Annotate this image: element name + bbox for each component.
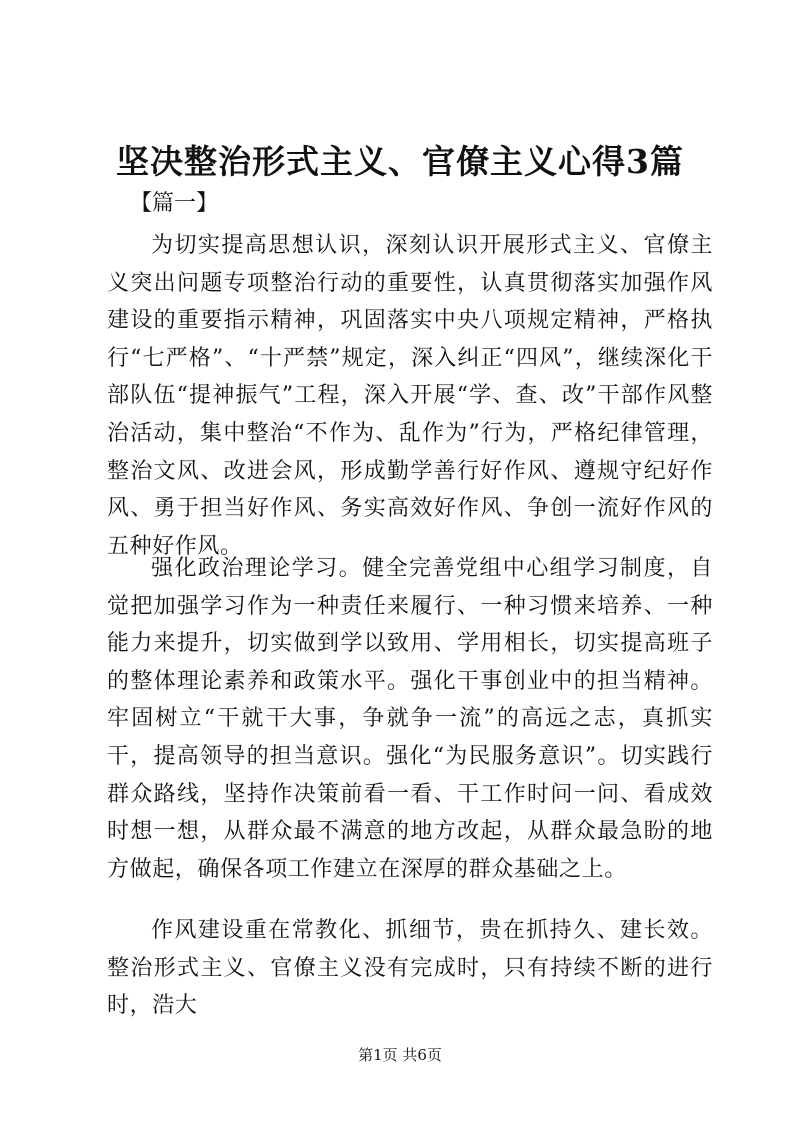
body-paragraph: 强化政治理论学习。健全完善党组中心组学习制度，自觉把加强学习作为一种责任来履行、一种习惯来培养、一种能力来提升，切实做到学以致用、学用相长，切实提高班子的整体理论素养和政策水平。强化干事创业中的担当精神。牢固树立“干就干大事，争就争一流”的高远之志，真抓实干，提高领导的担当意识。强化“为民服务意识”。切实践行群众路线，坚持作决策前看一看、干工作时问一问、看成效时想一想，从群众最不满意的地方改起，从群众最急盼的地方做起，确保各项工作建立在深厚的群众基础之上。: [107, 556, 713, 882]
page-number: 第1页 共6页: [358, 1046, 442, 1064]
body-paragraph: 作风建设重在常教化、抓细节，贵在抓持久、建长效。整治形式主义、官僚主义没有完成时，只有持续不断的进行时，浩大: [107, 918, 713, 1019]
section-label: 【篇一】: [130, 191, 219, 216]
body-paragraph: 为切实提高思想认识，深刻认识开展形式主义、官僚主义突出问题专项整治行动的重要性，认真贯彻落实加强作风建设的重要指示精神，巩固落实中央八项规定精神，严格执行“七严格”、“十严禁”规定，深入纠正“四风”，继续深化干部队伍“提神振气”工程，深入开展“学、查、改”干部作风整治活动，集中整治“不作为、乱作为”行为，严格纪律管理，整治文风、改进会风，形成勤学善行好作风、遵规守纪好作风、勇于担当好作风、务实高效好作风、争创一流好作风的五种好作风。: [107, 233, 713, 559]
document-title: 坚决整治形式主义、官僚主义心得3篇: [116, 142, 684, 181]
